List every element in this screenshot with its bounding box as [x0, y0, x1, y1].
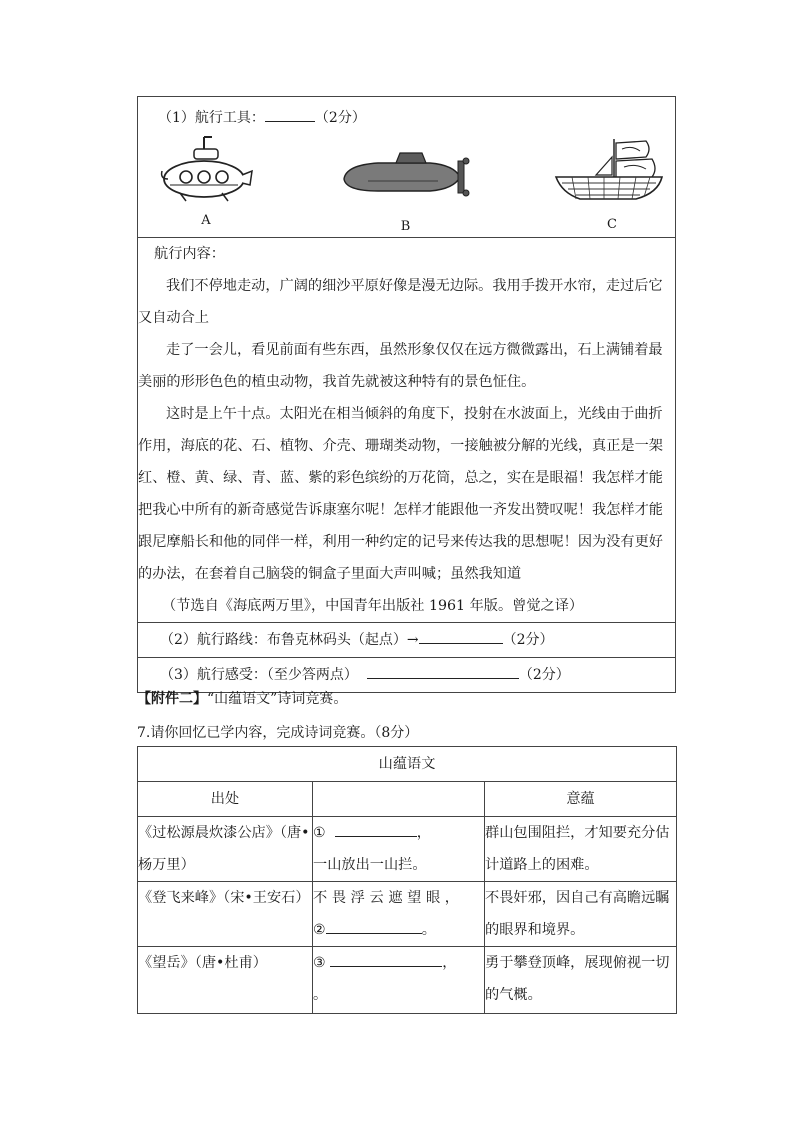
row-1-poem: ① ， 一山放出一山拦。 [313, 817, 485, 882]
appendix-two: 【附件二】“山蕴语文”诗词竞赛。 [137, 691, 348, 707]
row-1-source: 《过松源晨炊漆公店》（唐•杨万里） [138, 817, 313, 882]
answer-blank-3[interactable] [367, 664, 519, 679]
figure-b: B [338, 147, 473, 234]
col-source-header: 出处 [138, 782, 313, 817]
content-heading: 航行内容： [154, 246, 225, 262]
figure-c: C [552, 137, 672, 232]
content-section [138, 238, 676, 623]
tools-row [138, 97, 676, 238]
submarine-long-icon [338, 147, 473, 203]
row-2-meaning: 不畏奸邪，因自己有高瞻远瞩的眼界和境界。 [485, 882, 677, 947]
col-poem-header [313, 782, 485, 817]
paragraph-1: 我们不停地走动，广阔的细沙平原好像是漫无边际。我用手拨开水帘，走过后它又自动合上 [138, 278, 663, 326]
col-meaning-header: 意蕴 [485, 782, 677, 817]
row-3-meaning: 勇于攀登顶峰，展现俯视一切的气概。 [485, 947, 677, 1014]
question-3: （3）航行感受：（至少答两点） （2分） [138, 658, 676, 693]
figure-a: A [156, 135, 256, 228]
row-1-meaning: 群山包围阻拦，才知要充分估计道路上的困难。 [485, 817, 677, 882]
table-row [138, 882, 677, 947]
paragraph-3: 这时是上午十点。太阳光在相当倾斜的角度下，投射在水波面上，光线由于曲折作用，海底的花、石、植物、介壳、珊瑚类动物，一接触被分解的光线，真正是一架红、橙、黄、绿、青、蓝、紫的彩色缤纷的万花筒，总之，实在是眼福！我怎样才能把我心中所有的新奇感觉告诉康塞尔呢！怎样才能跟他一齐发出赞叹呢！我怎样才能跟尼摩船长和他的同伴一样，利用一种约定的记号来传达我的思想呢！因为没有更好的办法，在套着自己脑袋的铜盒子里面大声叫喊；虽然我知道 [138, 406, 663, 582]
table-row [138, 947, 677, 1014]
table-row [138, 817, 677, 882]
reading-table [137, 96, 676, 693]
answer-blank-2[interactable] [419, 629, 503, 644]
question-2: （2）航行路线：布鲁克林码头（起点）→ （2分） [138, 623, 676, 658]
poem-table-title: 山蕴语文 [138, 747, 677, 782]
source-note: （节选自《海底两万里》，中国青年出版社 1961 年版。曾觉之译） [162, 598, 584, 614]
poem-blank-1[interactable] [335, 822, 417, 837]
submarine-round-icon [156, 135, 256, 207]
row-3-source: 《望岳》（唐•杜甫） [138, 947, 313, 1014]
row-2-source: 《登飞来峰》（宋•王安石） [138, 882, 313, 947]
row-2-poem: 不畏浮云遮望眼， ② 。 [313, 882, 485, 947]
poem-blank-3[interactable] [330, 952, 442, 967]
answer-blank-1[interactable] [265, 107, 315, 122]
sailing-ship-icon [552, 137, 672, 211]
poem-blank-2[interactable] [326, 919, 422, 934]
poem-table [137, 746, 677, 1014]
paragraph-2: 走了一会儿，看见前面有些东西，虽然形象仅仅在远方微微露出，石上满铺着最美丽的形形色色的植虫动物，我首先就被这种特有的景色怔住。 [138, 342, 663, 390]
question-1: （1）航行工具： （2分） [158, 107, 366, 127]
row-3-poem: ③ ， 。 [313, 947, 485, 1014]
question-7: 7.请你回忆已学内容，完成诗词竞赛。（8分） [137, 725, 419, 741]
